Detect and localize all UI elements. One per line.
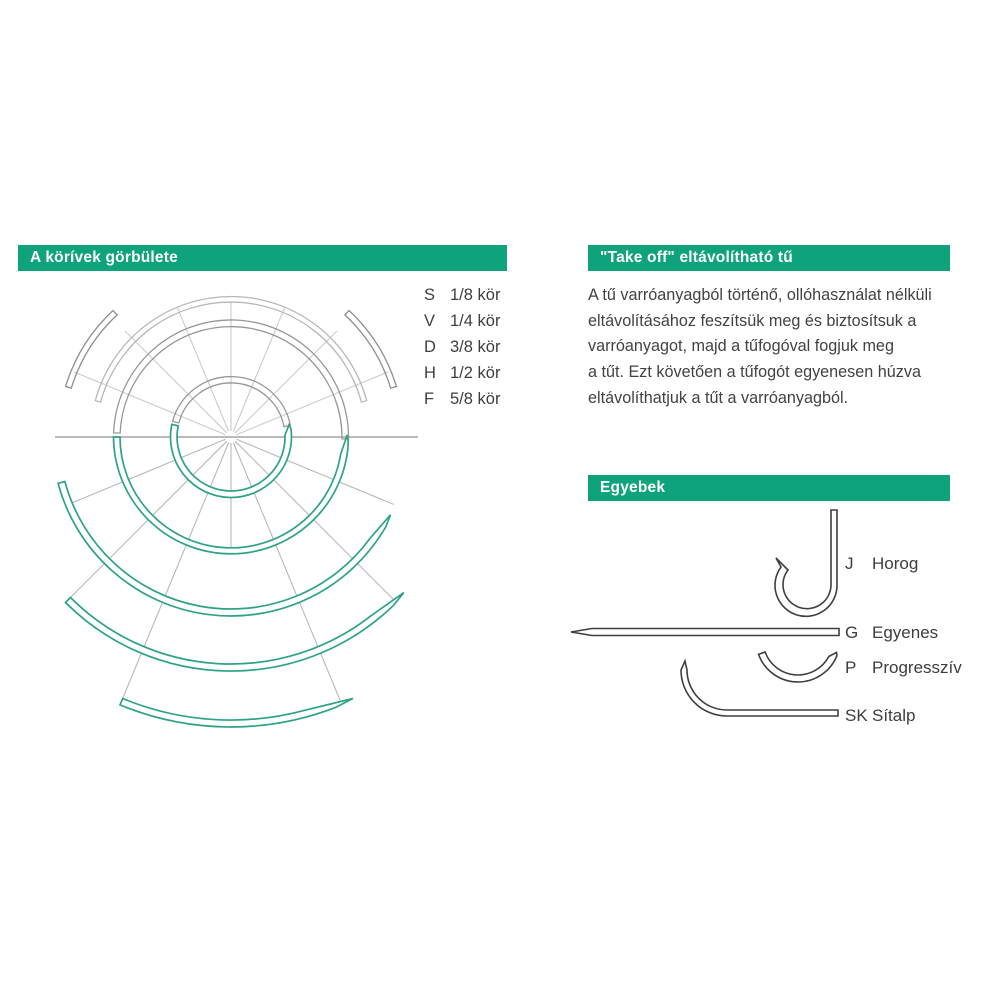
gray-circle-completion	[345, 311, 397, 389]
fan-spoke	[233, 308, 284, 432]
fan-spoke	[237, 439, 394, 504]
legend-code: S	[424, 286, 436, 304]
paragraph-line: a tűt. Ezt követően a tűfogót egyenesen húzva	[588, 363, 921, 382]
needle-code: P	[845, 658, 857, 677]
takeoff-paragraph	[588, 283, 968, 412]
legend-code: V	[424, 312, 436, 330]
legend-label: 3/8 kör	[450, 338, 501, 356]
legend-label: 5/8 kör	[450, 390, 501, 408]
legend-label: 1/8 kör	[450, 286, 501, 304]
gray-circle-completion	[66, 311, 118, 389]
needle-j-hook	[775, 510, 837, 616]
section-header-egyebek: Egyebek	[588, 475, 950, 501]
legend-label: 1/2 kör	[450, 364, 501, 382]
egyebek-row-j	[845, 553, 918, 575]
fan-spoke	[237, 372, 389, 435]
curvature-fan-diagram	[0, 275, 480, 740]
needle-arc-s-1-8	[120, 699, 353, 727]
other-needle-shapes	[555, 500, 985, 735]
needle-arc-v-1-4	[66, 593, 404, 671]
needle-name: Sítalp	[872, 706, 916, 725]
egyebek-row-sk	[845, 705, 915, 727]
fan-spoke	[74, 372, 226, 435]
needle-g-straight	[571, 629, 839, 636]
needle-name: Progresszív	[872, 658, 962, 677]
section-header-takeoff: "Take off" eltávolítható tű	[588, 245, 950, 271]
paragraph-line: eltávolításához feszítsük meg és biztosítsuk a	[588, 311, 917, 330]
fan-spoke	[235, 331, 337, 433]
needle-sk-ski	[681, 661, 838, 716]
egyebek-row-p	[845, 657, 962, 679]
fan-spoke	[68, 439, 225, 504]
legend-code: D	[424, 338, 436, 356]
needle-name: Egyenes	[872, 623, 939, 642]
needle-name: Horog	[872, 554, 919, 573]
needle-code: J	[845, 554, 854, 573]
legend-label: 1/4 kör	[450, 312, 501, 330]
fan-spoke	[177, 308, 228, 432]
legend-code: F	[424, 390, 435, 408]
egyebek-row-g	[845, 622, 938, 644]
needle-code: G	[845, 623, 859, 642]
legend-code: H	[424, 364, 436, 382]
needle-p-progressive	[759, 652, 837, 682]
section-header-curvature: A körívek görbülete	[18, 245, 507, 271]
needle-code: SK	[845, 706, 868, 725]
fan-spoke	[125, 331, 227, 433]
paragraph-line: A tű varróanyagból történő, ollóhasználat nélküli	[588, 286, 932, 304]
paragraph-line: varróanyagot, majd a tűfogóval fogjuk meg	[588, 337, 894, 356]
paragraph-line: eltávolíthatjuk a tűt a varróanyagból.	[588, 388, 849, 407]
